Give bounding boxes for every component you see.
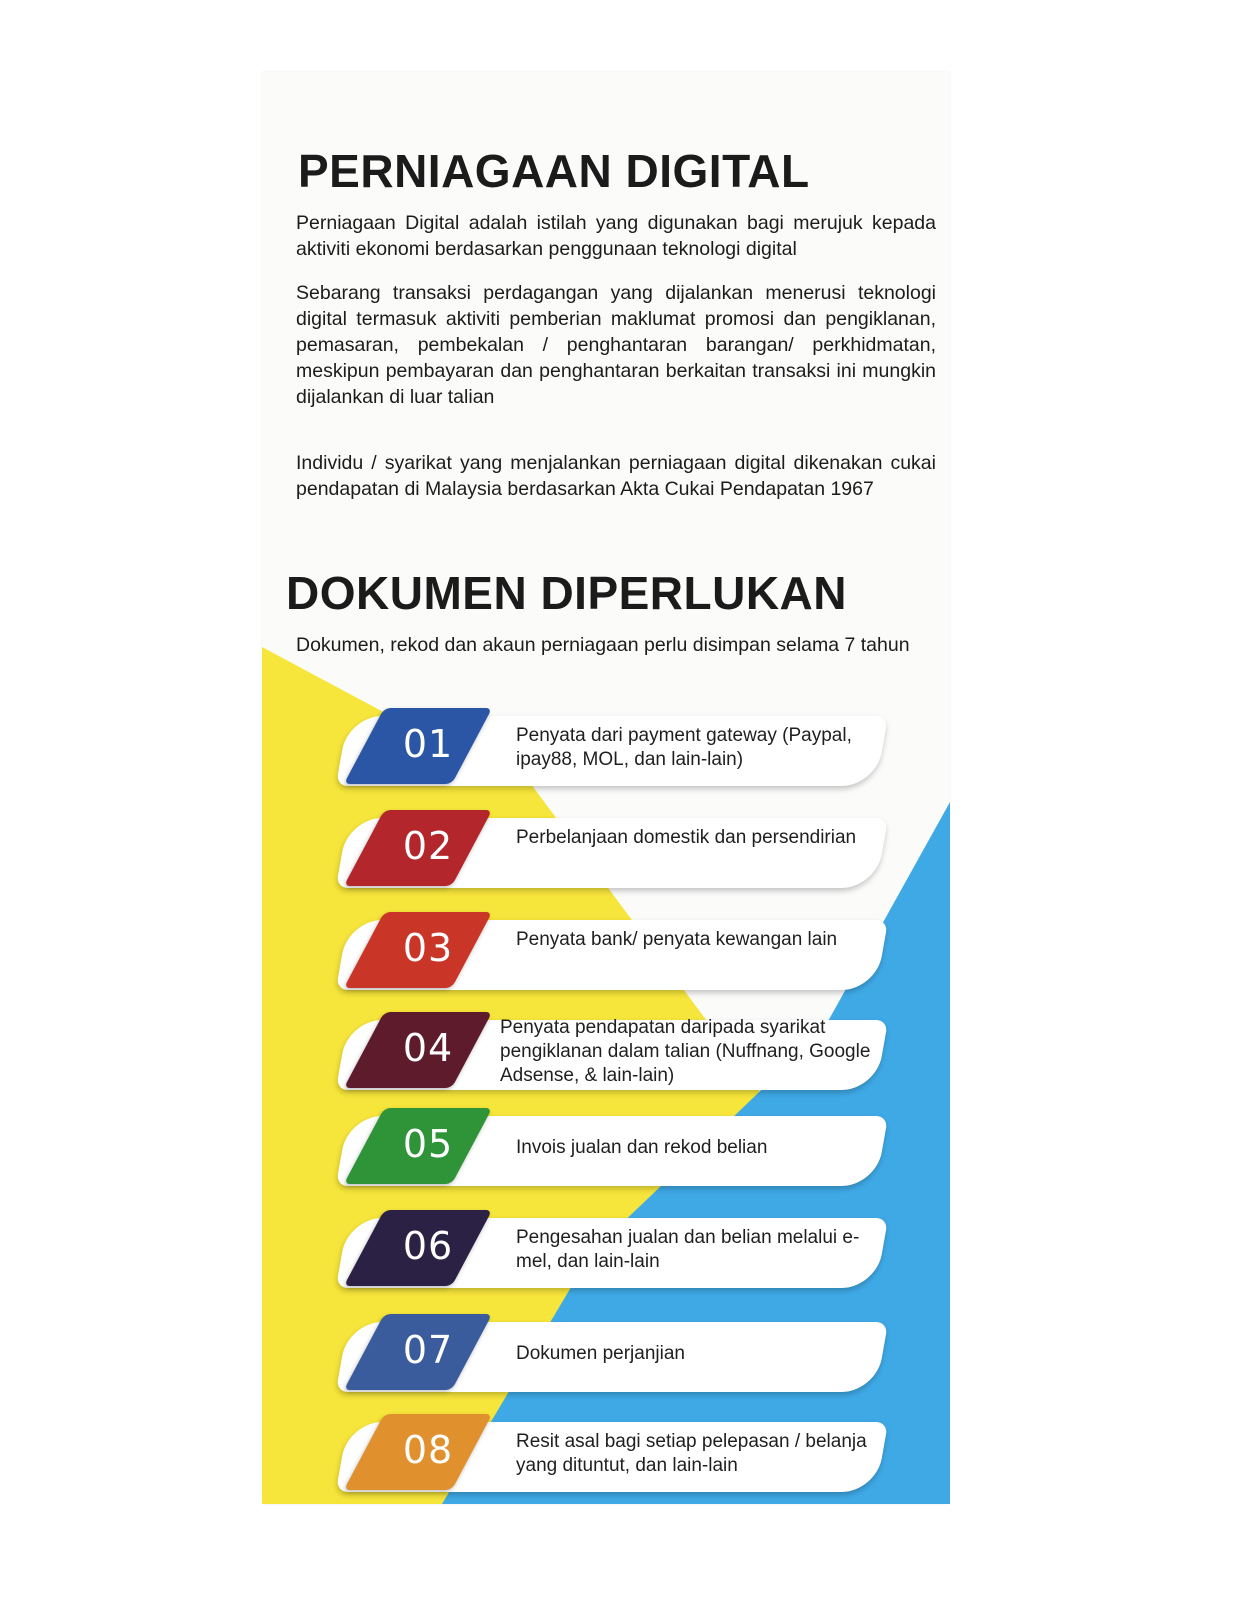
section-title-dokumen-diperlukan: DOKUMEN DIPERLUKAN — [286, 567, 847, 619]
brochure-page — [262, 72, 950, 1504]
item-text: Invois jualan dan rekod belian — [516, 1137, 768, 1158]
item-number: 08 — [402, 1428, 454, 1472]
document-item — [332, 1314, 892, 1394]
item-number: 03 — [402, 926, 454, 970]
item-text: Pengesahan jualan dan belian melalui e-mel, dan lain-lain — [516, 1227, 860, 1272]
item-text: Penyata bank/ penyata kewangan lain — [516, 929, 838, 950]
item-text: Penyata pendapatan daripada syarikat pengiklanan dalam talian (Nuffnang, Google Adsense, & lain-lain) — [500, 1017, 871, 1086]
item-text: Resit asal bagi setiap pelepasan / belanja yang dituntut, dan lain-lain — [516, 1431, 867, 1476]
paragraph-definition: Perniagaan Digital adalah istilah yang digunakan bagi merujuk kepada aktiviti ekonomi berdasarkan penggunaan teknologi digital — [296, 212, 936, 260]
item-number: 01 — [402, 722, 454, 766]
item-text: Penyata dari payment gateway (Paypal, ipay88, MOL, dan lain-lain) — [516, 725, 852, 770]
item-number: 02 — [402, 824, 454, 868]
document-item — [332, 912, 892, 992]
document-item — [332, 1210, 892, 1290]
item-text: Dokumen perjanjian — [516, 1343, 685, 1364]
paragraph-tax: Individu / syarikat yang menjalankan perniagaan digital dikenakan cukai pendapatan di Malaysia berdasarkan Akta Cukai Pendapatan 1967 — [296, 452, 936, 500]
item-number: 07 — [402, 1328, 454, 1372]
item-number: 06 — [402, 1224, 454, 1268]
item-text: Perbelanjaan domestik dan persendirian — [516, 827, 857, 848]
document-item — [332, 1108, 892, 1188]
item-number: 04 — [402, 1026, 454, 1070]
document-item — [332, 1414, 892, 1494]
paragraph-transactions: Sebarang transaksi perdagangan yang dijalankan menerusi teknologi digital termasuk aktiviti pemberian maklumat promosi dan pengiklanan, pemasaran, pembekalan / penghantaran barangan/ perkhidmatan, meskipun pembayaran dan penghantaran berkaitan transaksi ini mungkin dijalankan di luar talian — [296, 282, 936, 408]
document-item — [332, 1012, 892, 1092]
documents-intro: Dokumen, rekod dan akaun perniagaan perlu disimpan selama 7 tahun — [296, 634, 910, 656]
section-title-perniagaan-digital: PERNIAGAAN DIGITAL — [298, 145, 810, 197]
document-item — [332, 810, 892, 890]
item-number: 05 — [402, 1122, 454, 1166]
document-item — [332, 708, 892, 788]
